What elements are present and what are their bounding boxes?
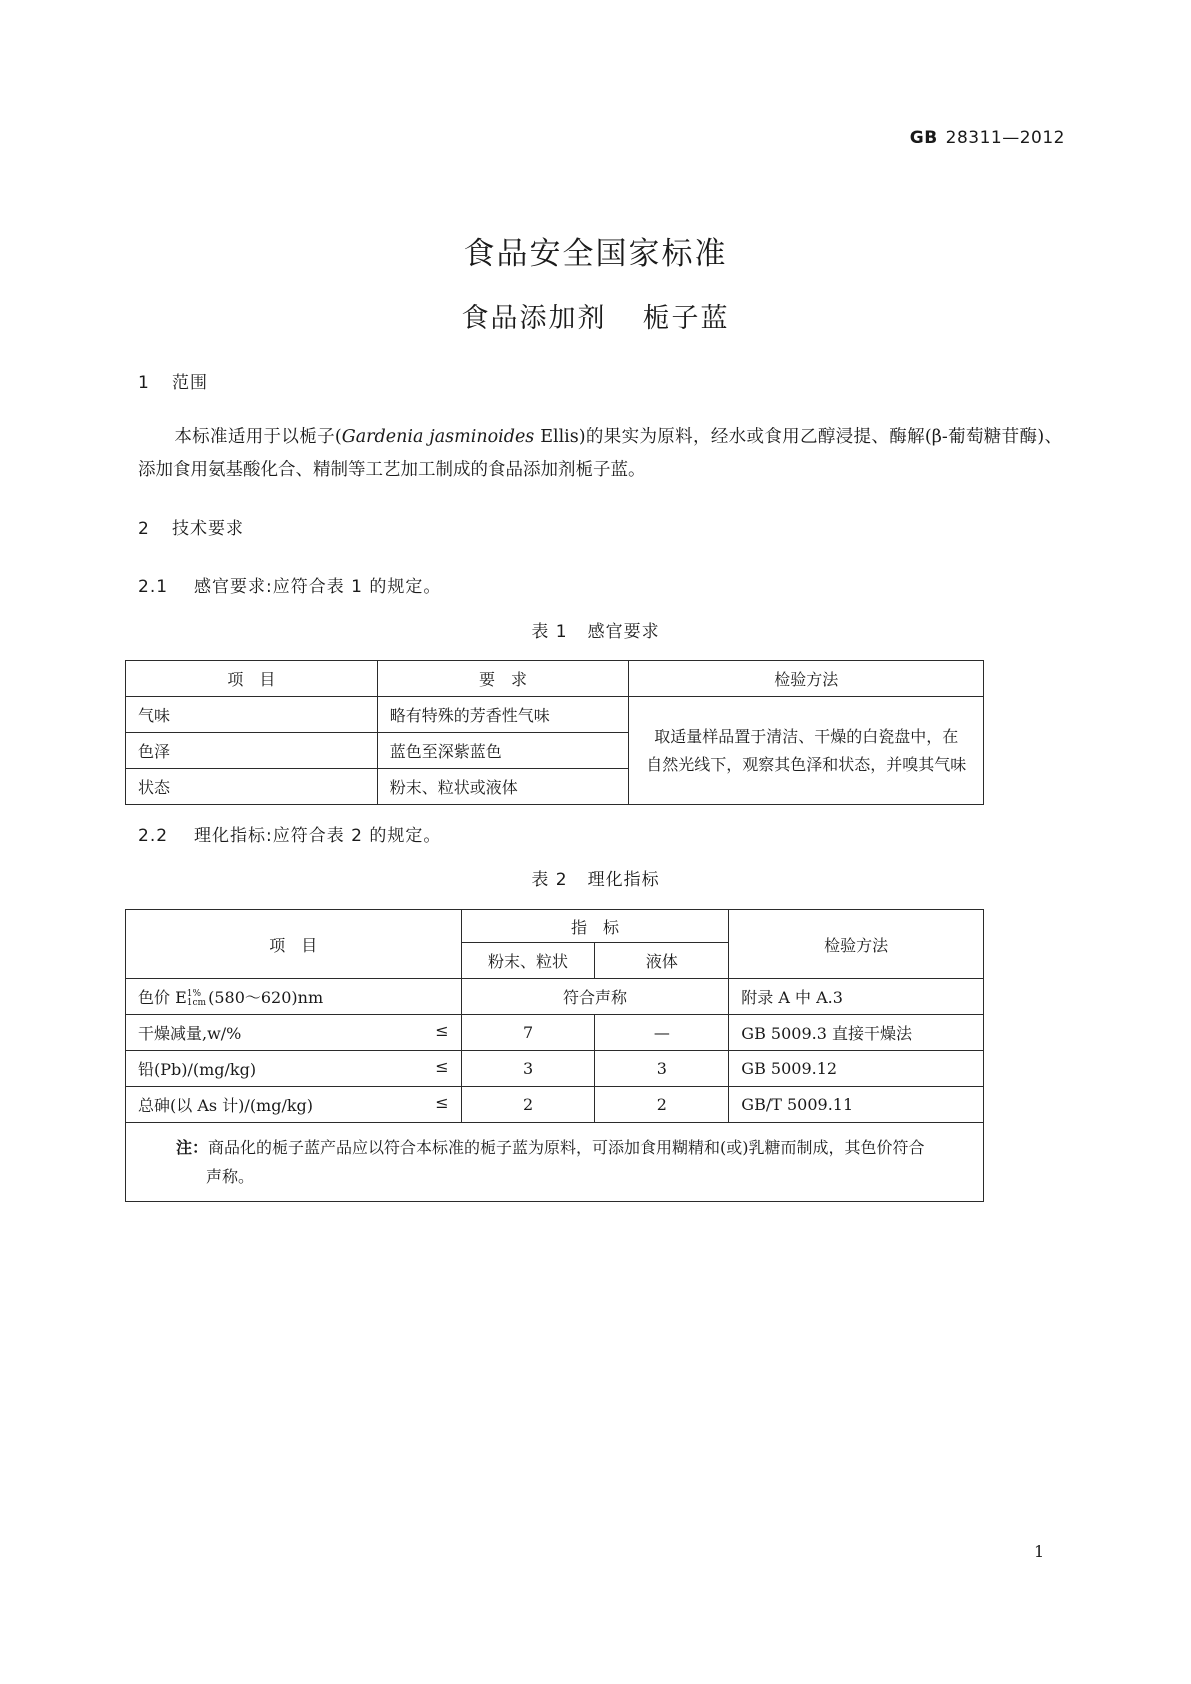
section-title: 范围 xyxy=(172,373,208,393)
cell-color-value: 符合声称 xyxy=(461,979,729,1015)
item-label: 铅(Pb)/(mg/kg) xyxy=(138,1060,257,1079)
scope-paragraph xyxy=(138,421,1062,487)
scope-latin-name: Gardenia jasminoides xyxy=(341,427,535,447)
header-method: 检验方法 xyxy=(629,661,984,697)
cell-powder: 3 xyxy=(461,1051,595,1087)
cell-item: 色泽 xyxy=(126,733,378,769)
table-2-caption xyxy=(0,865,1191,890)
caption-title: 感官要求 xyxy=(587,622,660,642)
table-note xyxy=(126,1123,984,1202)
method-line-2: 自然光线下，观察其色泽和状态，并嗅其气味 xyxy=(646,754,967,774)
table-row xyxy=(126,697,984,733)
note-label: 注： xyxy=(176,1138,209,1157)
cell-item xyxy=(126,1015,462,1051)
note-line-2: 声称。 xyxy=(206,1167,255,1186)
section-1-heading xyxy=(138,368,208,393)
cell-method: 附录 A 中 A.3 xyxy=(729,979,984,1015)
header-powder: 粉末、粒状 xyxy=(461,943,595,979)
caption-title: 理化指标 xyxy=(587,870,660,890)
le-symbol: ≤ xyxy=(435,1057,449,1076)
header-item: 项 目 xyxy=(126,910,462,979)
cell-liquid: 2 xyxy=(595,1087,729,1123)
section-2-heading xyxy=(138,514,244,539)
table-row xyxy=(126,979,984,1015)
standard-code xyxy=(910,128,1065,148)
note-line-1: 商品化的栀子蓝产品应以符合本标准的栀子蓝为原料，可添加食用糊精和(或)乳糖而制成，其色价符合 xyxy=(208,1138,925,1157)
header-liquid: 液体 xyxy=(595,943,729,979)
le-symbol: ≤ xyxy=(435,1021,449,1040)
cell-item: 气味 xyxy=(126,697,378,733)
section-number: 2.1 xyxy=(138,577,169,597)
document-title: 食品安全国家标准 xyxy=(463,236,728,272)
section-2-1-heading xyxy=(138,572,441,597)
scope-text-b: Ellis)的果实为原料，经水或食用乙醇浸提、酶解(β-葡萄糖苷酶)、添加食用氨基酸化合、精制等工艺加工制成的食品添加剂栀子蓝。 xyxy=(138,427,1063,480)
header-method: 检验方法 xyxy=(729,910,984,979)
table-row xyxy=(126,1015,984,1051)
standard-prefix: GB xyxy=(909,128,938,148)
section-2-2-heading xyxy=(138,821,441,846)
header-requirement: 要 求 xyxy=(377,661,629,697)
cell-liquid: — xyxy=(595,1015,729,1051)
section-text: 理化指标:应符合表 2 的规定。 xyxy=(194,826,442,846)
section-number: 1 xyxy=(138,373,150,393)
cell-method xyxy=(629,697,984,805)
section-number: 2 xyxy=(138,519,150,539)
color-value-prefix: 色价 E xyxy=(138,988,187,1007)
section-text: 感官要求:应符合表 1 的规定。 xyxy=(194,577,442,597)
table-row xyxy=(126,1087,984,1123)
page-number: 1 xyxy=(1034,1542,1045,1561)
subtitle-right: 栀子蓝 xyxy=(642,303,730,334)
cell-requirement: 蓝色至深紫蓝色 xyxy=(377,733,629,769)
cell-item xyxy=(126,1051,462,1087)
header-item: 项 目 xyxy=(126,661,378,697)
caption-number: 表 2 xyxy=(531,870,568,890)
table-note-row xyxy=(126,1123,984,1202)
cell-method: GB 5009.12 xyxy=(729,1051,984,1087)
section-number: 2.2 xyxy=(138,826,169,846)
table-row xyxy=(126,1051,984,1087)
le-symbol: ≤ xyxy=(435,1093,449,1112)
cell-liquid: 3 xyxy=(595,1051,729,1087)
header-index: 指 标 xyxy=(461,910,729,943)
color-value-suffix: (580～620)nm xyxy=(208,988,324,1007)
cell-item-color-value xyxy=(126,979,462,1015)
table-header-row xyxy=(126,661,984,697)
cell-requirement: 略有特殊的芳香性气味 xyxy=(377,697,629,733)
color-value-subscript: 1cm xyxy=(186,997,207,1008)
cell-method: GB 5009.3 直接干燥法 xyxy=(729,1015,984,1051)
physicochemical-table xyxy=(125,909,984,1202)
cell-requirement: 粉末、粒状或液体 xyxy=(377,769,629,805)
table-header-row xyxy=(126,910,984,943)
item-label: 总砷(以 As 计)/(mg/kg) xyxy=(138,1096,314,1115)
section-title: 技术要求 xyxy=(172,519,244,539)
table-1-caption xyxy=(0,617,1191,642)
cell-item xyxy=(126,1087,462,1123)
document-subtitle xyxy=(0,296,1191,335)
item-label: 干燥减量,w/% xyxy=(138,1024,242,1043)
cell-method: GB/T 5009.11 xyxy=(729,1087,984,1123)
cell-powder: 7 xyxy=(461,1015,595,1051)
sensory-requirements-table xyxy=(125,660,984,805)
scope-text-a: 本标准适用于以栀子( xyxy=(174,427,342,447)
subtitle-left: 食品添加剂 xyxy=(461,303,607,334)
method-line-1: 取适量样品置于清洁、干燥的白瓷盘中，在 xyxy=(654,726,959,746)
caption-number: 表 1 xyxy=(531,622,568,642)
cell-item: 状态 xyxy=(126,769,378,805)
color-value-superscript: 1% xyxy=(186,988,202,999)
cell-powder: 2 xyxy=(461,1087,595,1123)
standard-number: 28311—2012 xyxy=(945,128,1065,148)
